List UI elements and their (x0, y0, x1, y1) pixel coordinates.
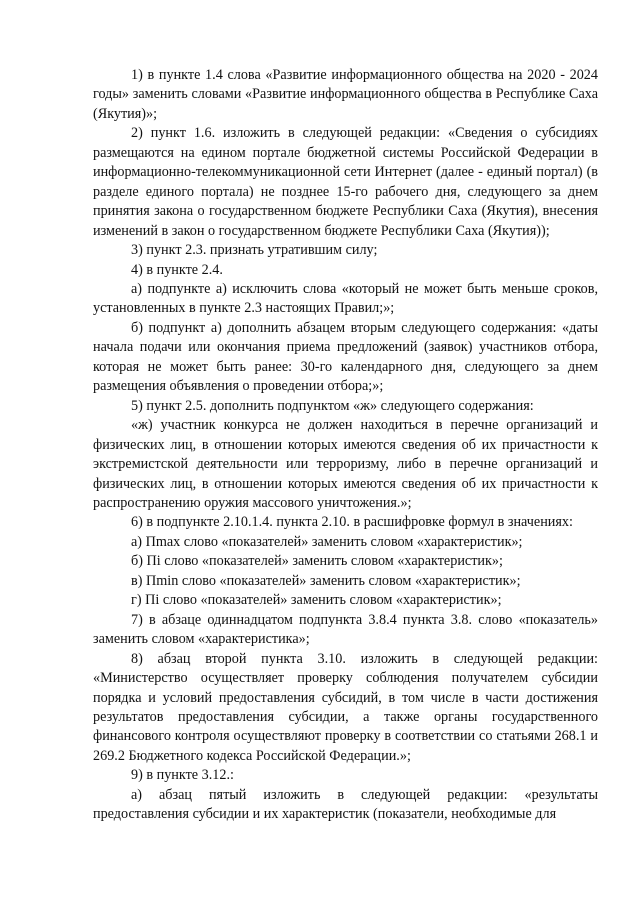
paragraph-item-4b: б) подпункт а) дополнить абзацем вторым следующего содержания: «даты начала подачи или окончания приема предложений (заявок) участников отбора, которая не может быть ранее: 30-го календарного дня, следующего за днем размещения объявления о проведении отбора;»; (93, 319, 598, 395)
paragraph-item-1: 1) в пункте 1.4 слова «Развитие информационного общества на 2020 - 2024 годы» заменить словами «Развитие информационного общества в Республике Саха (Якутия)»; (93, 67, 598, 122)
paragraph-item-7: 7) в абзаце одиннадцатом подпункта 3.8.4 пункта 3.8. слово «показатель» заменить словом «характеристика»; (93, 611, 598, 648)
paragraph-item-4: 4) в пункте 2.4. (131, 261, 223, 278)
paragraph-item-9a: а) абзац пятый изложить в следующей редакции: «результаты предоставления субсидии и их характеристик (показатели, необходимые для (93, 786, 598, 823)
paragraph-item-2: 2) пункт 1.6. изложить в следующей редакции: «Сведения о субсидиях размещаются на едином портале бюджетной системы Российской Федерации в информационно-телекоммуникационной сети Интернет (далее - единый портал) (в разделе единого портала) не позднее 15-го рабочего дня, следующего за днем принятия закона о государственном бюджете Республики Саха (Якутия), внесения изменений в закон о государственном бюджете Республики Саха (Якутия)); (93, 125, 598, 239)
paragraph-item-6a: а) Пmax слово «показателей» заменить словом «характеристик»; (131, 533, 523, 550)
paragraph-item-6b: б) Пi слово «показателей» заменить словом «характеристик»; (131, 553, 503, 570)
paragraph-item-5-zh: «ж) участник конкурса не должен находиться в перечне организаций и физических лиц, в отношении которых имеются сведения об их причастности к экстремистской деятельности или терроризму, либо в перечне организаций и физических лиц, в отношении которых имеются сведения об их причастности к распространению оружия массового уничтожения.»; (93, 417, 598, 511)
paragraph-item-6v: в) Пmin слово «показателей» заменить словом «характеристик»; (131, 572, 521, 589)
paragraph-item-4a: а) подпункте а) исключить слова «который не может быть меньше сроков, установленных в пункте 2.3 настоящих Правил;»; (93, 280, 598, 317)
paragraph-item-6g: г) Пi слово «показателей» заменить словом «характеристик»; (131, 592, 502, 609)
paragraph-item-3: 3) пункт 2.3. признать утратившим силу; (131, 242, 378, 259)
paragraph-item-8: 8) абзац второй пункта 3.10. изложить в следующей редакции: «Министерство осуществляет проверку соблюдения получателем субсидии порядка и условий предоставления субсидий, в том числе в части достижения результатов предоставления субсидии, а также органы государственного финансового контроля осуществляют проверку в соответствии со статьями 268.1 и 269.2 Бюджетного кодекса Российской Федерации.»; (93, 650, 598, 764)
paragraph-item-6: 6) в подпункте 2.10.1.4. пункта 2.10. в расшифровке формул в значениях: (131, 514, 573, 531)
paragraph-item-5: 5) пункт 2.5. дополнить подпунктом «ж» следующего содержания: (131, 397, 534, 414)
paragraph-item-9: 9) в пункте 3.12.: (131, 767, 234, 784)
document-page (93, 66, 598, 825)
